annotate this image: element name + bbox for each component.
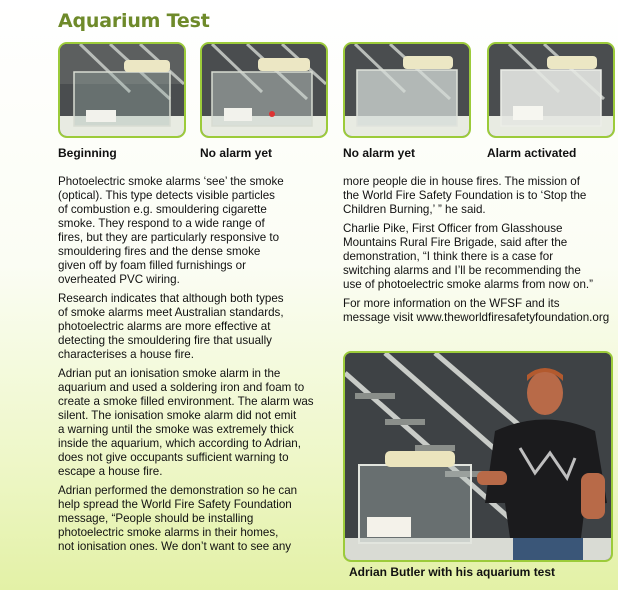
photo-alarm-activated bbox=[487, 42, 615, 138]
main-photo bbox=[343, 351, 613, 562]
caption-beginning: Beginning bbox=[58, 146, 117, 160]
paragraph: more people die in house fires. The mission of the World Fire Safety Foundation is to ‘Stop the Children Burning,’ ” he said. bbox=[343, 175, 587, 216]
paragraph: Adrian put an ionisation smoke alarm in the aquarium and used a soldering iron and foam to create a smoke filled environment. The alarm was silent. The ionisation smoke alarm did not emit a warning until the smoke was extremely thick inside the aquarium, which according to Adrian, does not give occupants sufficient warning to escape a house fire. bbox=[58, 367, 314, 478]
aquarium-thick-smoke-image bbox=[489, 44, 613, 136]
aquarium-smoke-image bbox=[345, 44, 469, 136]
paragraph: Photoelectric smoke alarms ‘see’ the smoke (optical). This type detects visible particles of combustion e.g. smouldering cigarette smoke. They respond to a wide range of fires, but they are particularly responsive to smouldering fires and the dense smoke given off by foam filled furnishings or overheated PVC wiring. bbox=[58, 175, 284, 286]
article-title: Aquarium Test bbox=[58, 10, 210, 32]
caption-no-alarm-1: No alarm yet bbox=[200, 146, 273, 160]
photo-no-alarm-1 bbox=[200, 42, 328, 138]
main-photo-caption: Adrian Butler with his aquarium test bbox=[349, 565, 556, 579]
caption-no-alarm-2: No alarm yet bbox=[343, 146, 416, 160]
photo-beginning bbox=[58, 42, 186, 138]
caption-alarm-activated: Alarm activated bbox=[487, 146, 577, 160]
aquarium-light-smoke-image bbox=[202, 44, 326, 136]
man-with-aquarium-image bbox=[345, 353, 611, 560]
paragraph: Research indicates that although both types of smoke alarms meet Australian standards, photoelectric alarms are more effective at detecting the smouldering fire that usually characterises a house fire. bbox=[58, 292, 284, 361]
photo-no-alarm-2 bbox=[343, 42, 471, 138]
aquarium-clear-image bbox=[60, 44, 184, 136]
paragraph: Charlie Pike, First Officer from Glasshouse Mountains Rural Fire Brigade, said after the demonstration, “I think there is a case for switching alarms and I’ll be recommending the use of photoelectric smoke alarms from now on.” bbox=[343, 222, 594, 291]
right-text-column bbox=[343, 175, 615, 330]
left-text-column bbox=[58, 175, 333, 559]
paragraph: For more information on the WFSF and its message visit www.theworldfiresafetyfoundation.org bbox=[343, 297, 610, 324]
paragraph: Adrian performed the demonstration so he can help spread the World Fire Safety Foundation message, “People should be installing photoelectric smoke alarms in their homes, not ionisation ones. We don’t want to see any bbox=[58, 484, 298, 553]
